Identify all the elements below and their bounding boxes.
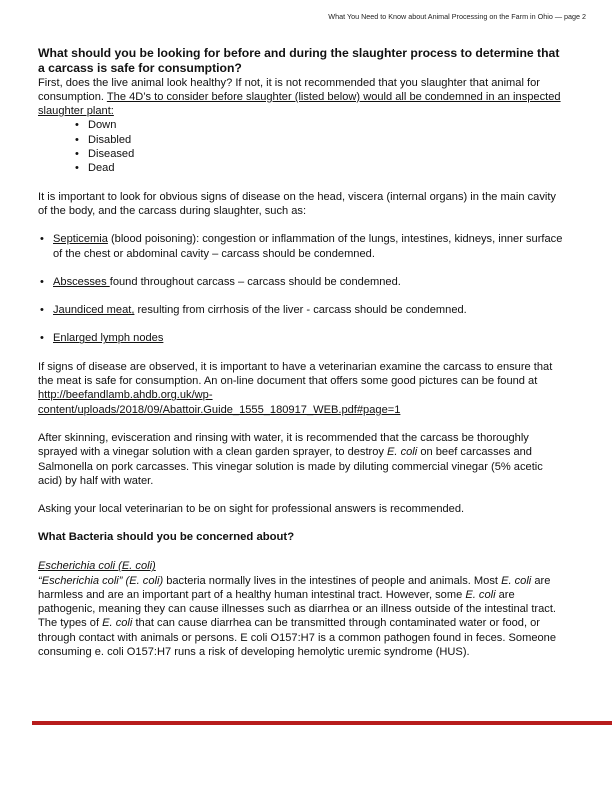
ecoli-subheading: [38, 559, 568, 573]
list-item: [38, 303, 568, 317]
list-item: • Down: [75, 118, 568, 132]
vinegar-text-a: After skinning, evisceration and rinsing with water, it is recommended that the carcass be thoroughly sprayed with a vinegar solution with a clean garden sprayer, to destroy: [38, 431, 529, 459]
section-heading-bacteria: What Bacteria should you be concerned about?: [38, 531, 295, 544]
intro-text: First, does the live animal look healthy? If not, it is not recommended that you slaughter that animal for consumption.: [38, 76, 540, 103]
ecoli-paragraph: [38, 574, 568, 660]
running-header: What You Need to Know about Animal Processing on the Farm in Ohio — page 2: [328, 12, 586, 21]
page-content: [38, 46, 568, 659]
sign-term: Jaundiced meat,: [53, 304, 135, 317]
list-item: [38, 331, 568, 345]
ecoli-text: that can cause diarrhea can be transmitted through contaminated water or food, or through contact with animals or persons. E coli O157:H7 is a common pathogen found in feces. Someone consuming e. coli O157:H7 runs a risk of developing hemolytic uremic syndrome (HUS).: [38, 617, 556, 658]
veterinarian-paragraph: [38, 360, 568, 417]
sign-description: (blood poisoning): congestion or inflammation of the lungs, intestines, kidneys, inner surface of the chest or abdominal cavity – carcass should be condemned.: [53, 233, 563, 260]
ecoli-italic: E. coli: [387, 446, 418, 459]
ecoli-text: bacteria normally lives in the intestines of people and animals. Most: [163, 574, 502, 587]
ecoli-italic: E. coli: [501, 574, 532, 587]
section-heading-safety: What should you be looking for before and during the slaughter process to determine that a carcass is safe for consumption?: [38, 46, 560, 75]
four-ds-list: [38, 118, 568, 175]
sign-term: Abscesses: [53, 275, 110, 288]
list-item: [38, 275, 568, 289]
abattoir-guide-link[interactable]: http://beefandlamb.ahdb.org.uk/wp-content/uploads/2018/09/Abattoir.Guide_1555_180917_WEB.pdf#page=1: [38, 389, 401, 416]
ecoli-text: are pathogenic, meaning they can cause illnesses such as diarrhea or an illness outside of the intestinal tract. The types of: [38, 588, 557, 630]
list-item: • Dead: [75, 161, 568, 175]
ecoli-italic: “Escherichia coli” (E. coli): [38, 574, 164, 587]
ecoli-text: are harmless and are an important part of a healthy human intestinal tract. However, some: [38, 574, 551, 601]
disease-signs-list: [38, 232, 568, 345]
signs-intro-paragraph: It is important to look for obvious signs of disease on the head, viscera (internal organs) in the main cavity of the body, and the carcass during slaughter, such as:: [38, 190, 556, 217]
ecoli-italic: E. coli: [465, 588, 496, 601]
veterinarian-text: If signs of disease are observed, it is important to have a veterinarian examine the carcass to ensure that the meat is safe for consumption. An on-line document that offers some good pictures can be found at: [38, 360, 553, 388]
footer-rule: [32, 721, 612, 725]
four-ds-intro: The 4D’s to consider before slaughter (listed below) would all be condemned in an inspected slaughter plant:: [38, 90, 561, 118]
vinegar-paragraph: [38, 431, 568, 488]
list-item: [38, 232, 568, 261]
sign-term: Septicemia: [53, 233, 108, 246]
sign-description: resulting from cirrhosis of the liver - carcass should be condemned.: [134, 304, 467, 317]
list-item: • Diseased: [75, 147, 568, 161]
ecoli-italic: E. coli: [102, 617, 133, 630]
sign-description: found throughout carcass – carcass should be condemned.: [109, 275, 401, 288]
vinegar-text-b: on beef carcasses and Salmonella on pork carcasses. This vinegar solution is made by diluting commercial vinegar (5% acetic acid) by half with water.: [38, 446, 543, 487]
ecoli-subheading-text: Escherichia coli (E. coli): [38, 560, 156, 573]
list-item: • Disabled: [75, 133, 568, 147]
ask-vet-paragraph: Asking your local veterinarian to be on sight for professional answers is recommended.: [38, 503, 465, 516]
intro-paragraph: [38, 76, 568, 119]
sign-term: Enlarged lymph nodes: [53, 332, 164, 345]
